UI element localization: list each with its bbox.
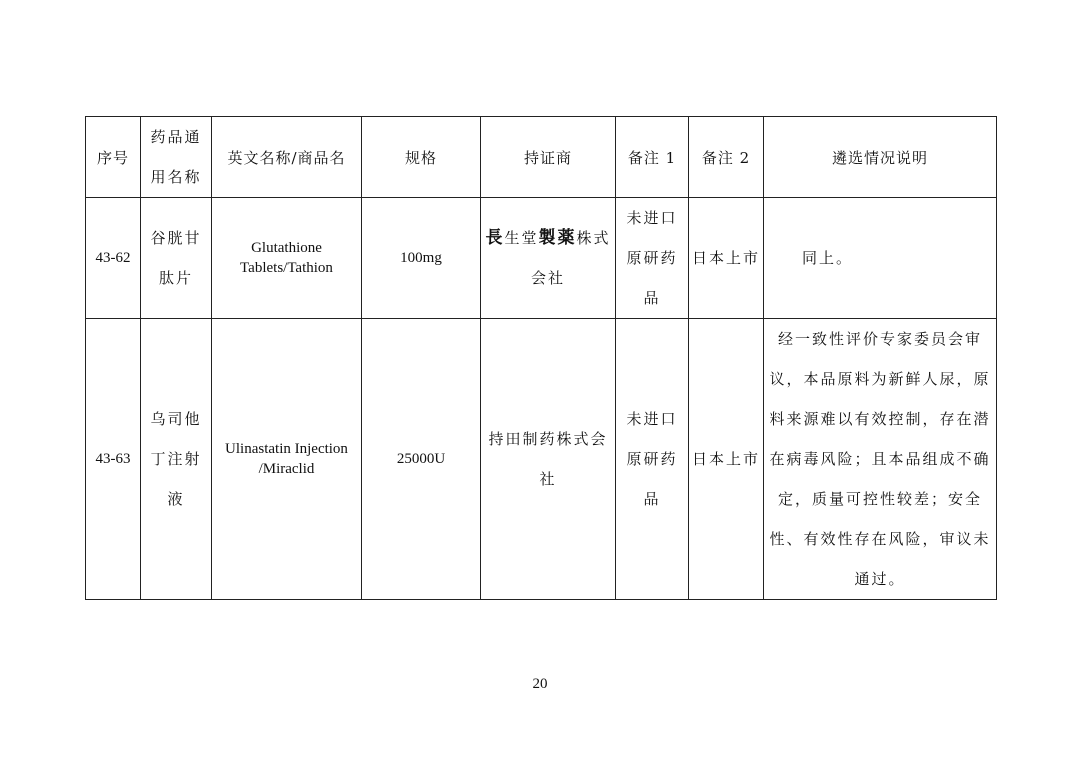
header-remark-2: 备注 2 bbox=[689, 117, 764, 198]
row-explanation: 经一致性评价专家委员会审议，本品原料为新鲜人尿，原料来源难以有效控制，存在潜在病毒风险；且本品组成不确定，质量可控性较差；安全性、有效性存在风险，审议未通过。 bbox=[764, 319, 997, 600]
header-remark-1: 备注 1 bbox=[616, 117, 689, 198]
row-english-name: Glutathione Tablets/Tathion bbox=[212, 198, 362, 319]
holder-brand-part: 株式会社 bbox=[530, 229, 611, 287]
row-spec: 100mg bbox=[362, 198, 481, 319]
row-generic-name: 乌司他丁注射液 bbox=[141, 319, 212, 600]
holder-brand-part: 製薬 bbox=[538, 228, 577, 248]
row-remark-2: 日本上市 bbox=[689, 198, 764, 319]
header-holder: 持证商 bbox=[481, 117, 616, 198]
table-header-row bbox=[86, 117, 997, 198]
drug-selection-table bbox=[85, 116, 997, 600]
row-seq: 43-62 bbox=[86, 198, 141, 319]
table-row bbox=[86, 198, 997, 319]
row-remark-2: 日本上市 bbox=[689, 319, 764, 600]
holder-brand-part: 長 bbox=[485, 228, 505, 248]
row-remark-1: 未进口原研药品 bbox=[616, 319, 689, 600]
row-generic-name: 谷胱甘肽片 bbox=[141, 198, 212, 319]
row-english-name: Ulinastatin Injection /Miraclid bbox=[212, 319, 362, 600]
row-seq: 43-63 bbox=[86, 319, 141, 600]
holder-brand-part: 生堂 bbox=[504, 229, 539, 247]
row-explanation: 同上。 bbox=[764, 198, 997, 319]
row-remark-1: 未进口原研药品 bbox=[616, 198, 689, 319]
page-number: 20 bbox=[532, 676, 548, 692]
header-seq: 序号 bbox=[86, 117, 141, 198]
row-holder bbox=[481, 198, 616, 319]
row-holder: 持田制药株式会社 bbox=[481, 319, 616, 600]
header-explanation: 遴选情况说明 bbox=[764, 117, 997, 198]
header-english-name: 英文名称/商品名 bbox=[212, 117, 362, 198]
table-row bbox=[86, 319, 997, 600]
row-spec: 25000U bbox=[362, 319, 481, 600]
header-spec: 规格 bbox=[362, 117, 481, 198]
header-generic-name: 药品通用名称 bbox=[141, 117, 212, 198]
